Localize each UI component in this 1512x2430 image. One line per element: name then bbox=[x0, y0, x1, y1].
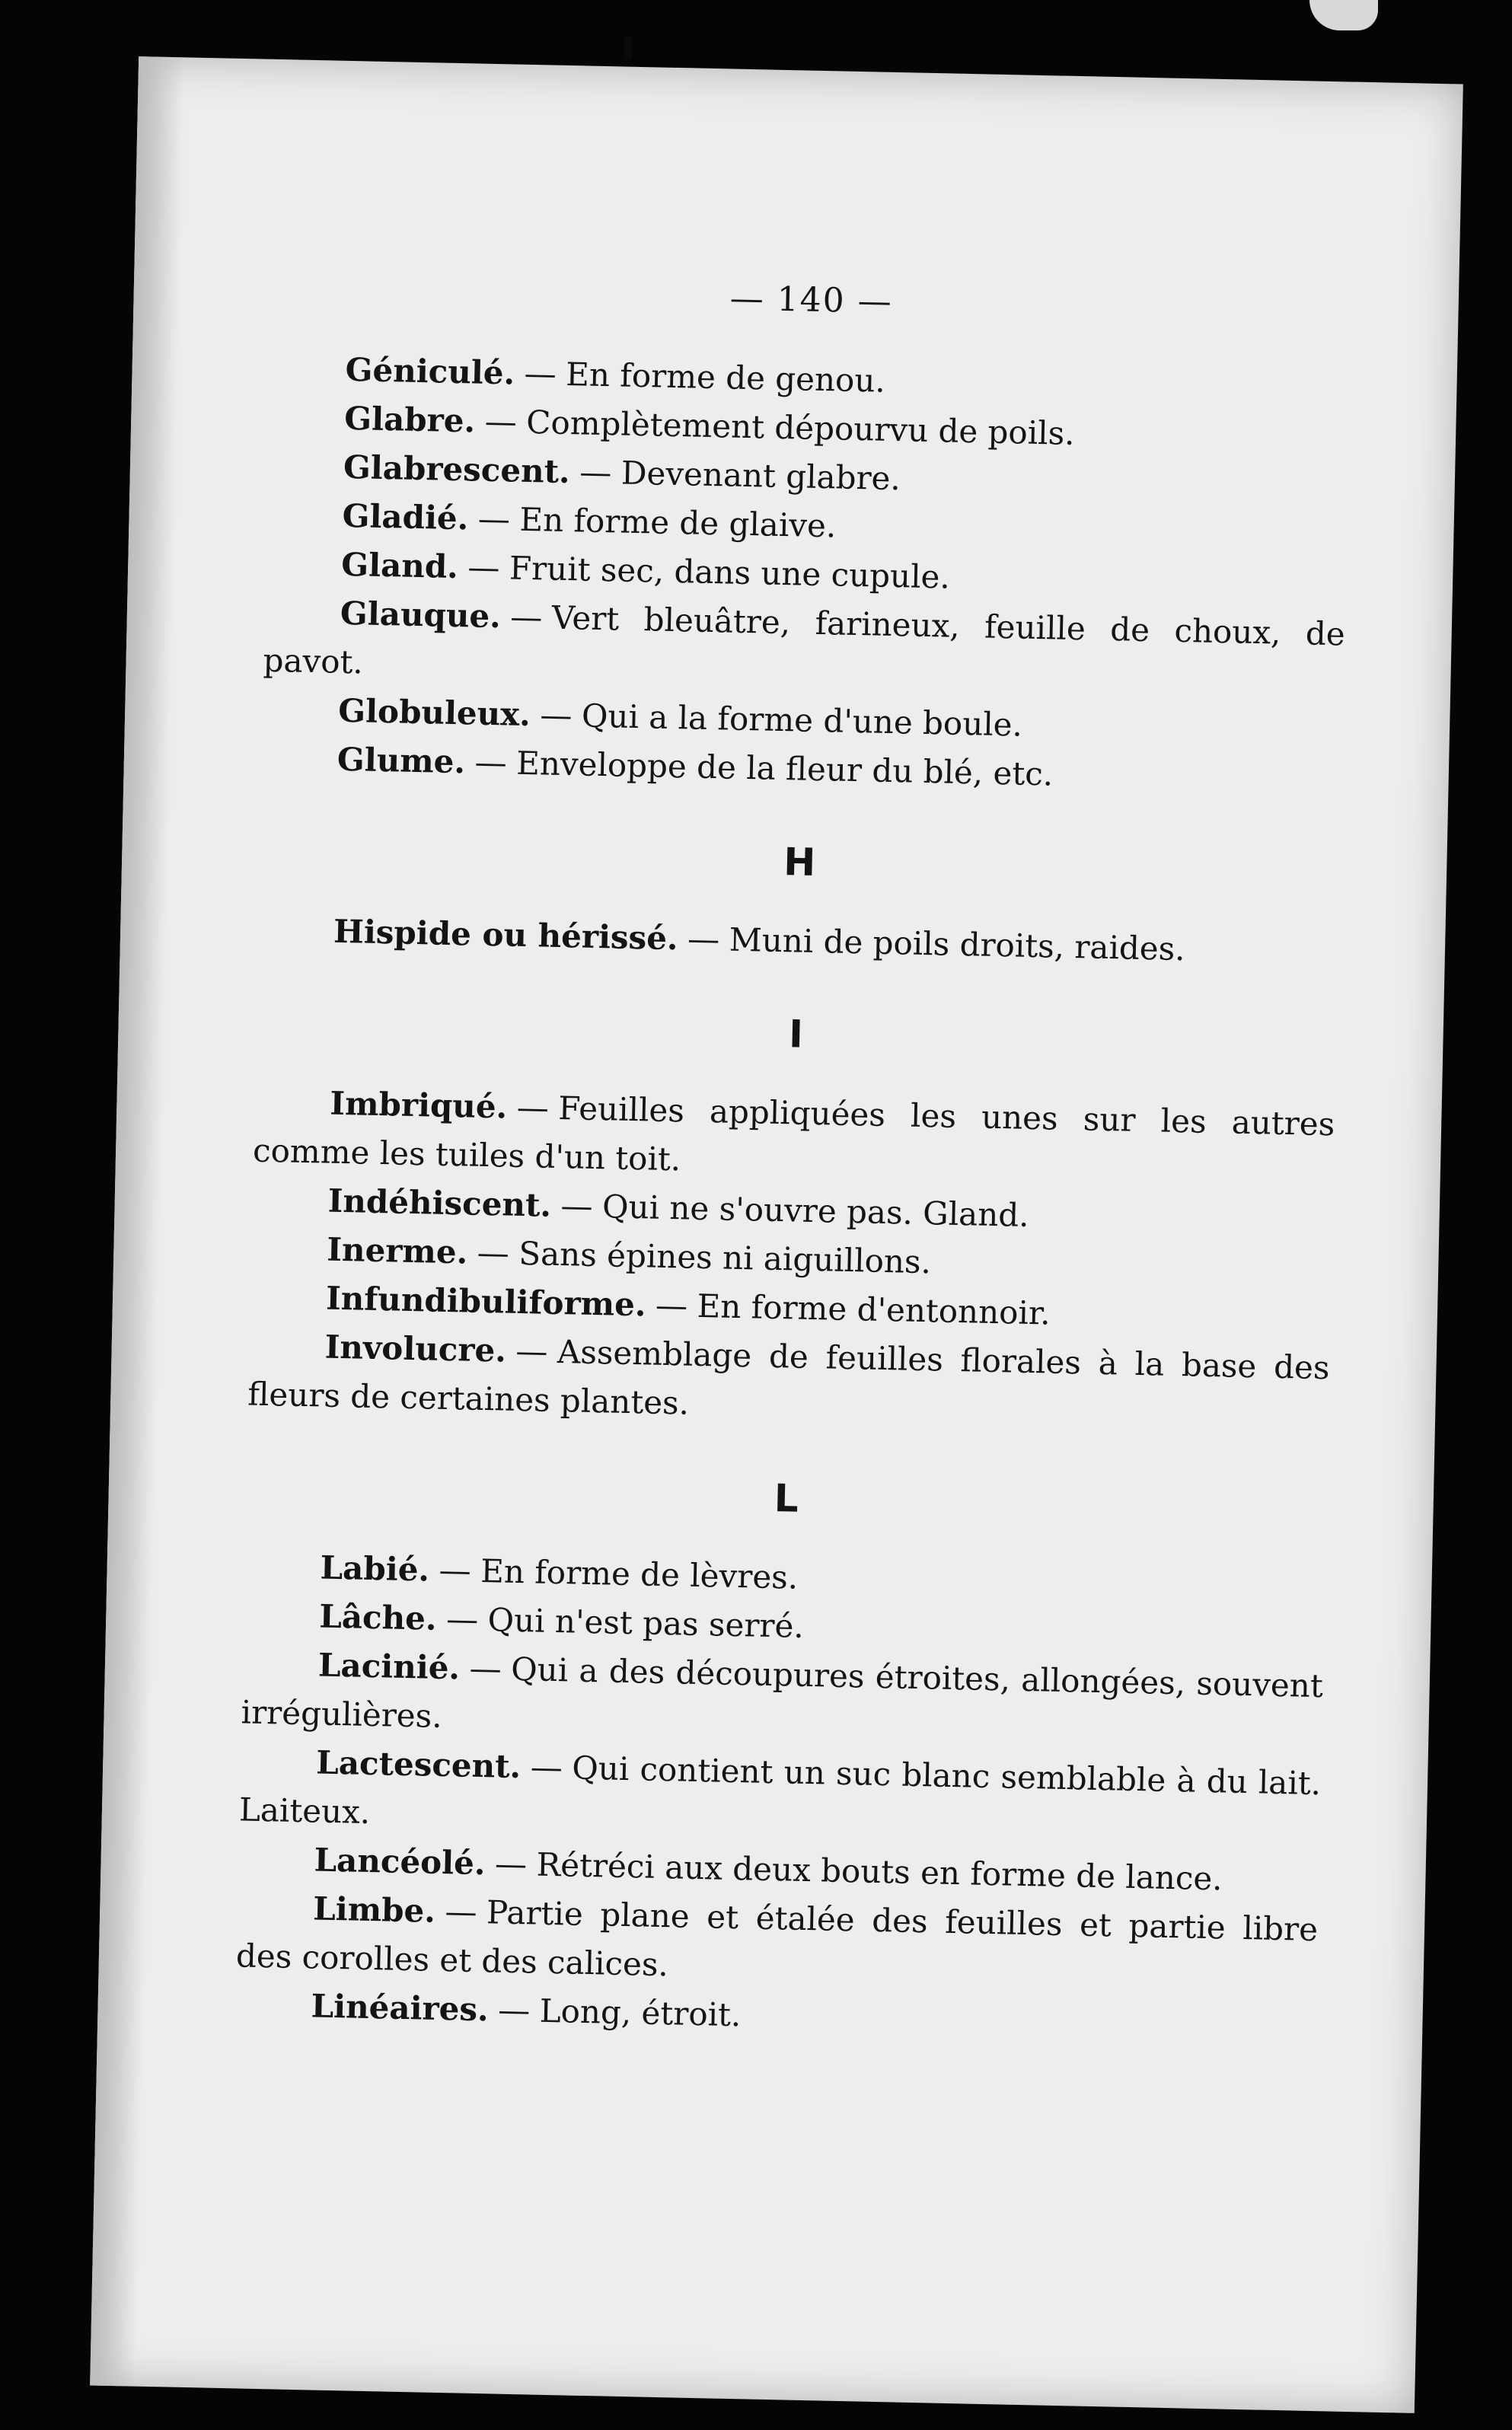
entry-dash: — bbox=[439, 1551, 472, 1590]
glossary bbox=[234, 344, 1351, 2052]
entry-term: Lacinié. bbox=[317, 1646, 461, 1687]
entry-definition: Qui n'est pas serré. bbox=[487, 1601, 805, 1645]
page-number: — 140 — bbox=[729, 279, 894, 321]
entry-dash: — bbox=[539, 696, 573, 735]
entry-term: Linéaires. bbox=[311, 1987, 490, 2029]
entry-dash: — bbox=[474, 743, 508, 782]
book-page bbox=[90, 56, 1463, 2413]
entry-definition: Qui ne s'ouvre pas. Gland. bbox=[601, 1188, 1030, 1234]
entry-term: Infundibuliforme. bbox=[325, 1279, 647, 1324]
entry-definition: Qui a des découpures étroites, allongées, souvent irrégulières. bbox=[241, 1650, 1324, 1735]
page-text bbox=[234, 265, 1352, 2052]
glossary-section bbox=[260, 344, 1351, 805]
entry-term: Limbe. bbox=[312, 1889, 436, 1930]
entry-term: Lancéolé. bbox=[314, 1841, 486, 1883]
entry-definition: Enveloppe de la fleur du blé, etc. bbox=[515, 744, 1054, 793]
entry-term: Hispide ou hérissé. bbox=[333, 912, 679, 958]
entry-definition: Rétréci aux deux bouts en forme de lance. bbox=[536, 1845, 1223, 1898]
entry-term: Géniculé. bbox=[345, 350, 515, 392]
entry-definition: En forme de lèvres. bbox=[480, 1551, 799, 1596]
entry-definition: Fruit sec, dans une cupule. bbox=[509, 549, 951, 596]
entry-term: Glauque. bbox=[340, 594, 502, 636]
entry-definition: Long, étroit. bbox=[539, 1992, 742, 2034]
entry-dash: — bbox=[516, 1088, 550, 1127]
entry-term: Indéhiscent. bbox=[327, 1182, 552, 1224]
entry-definition: Qui contient un suc blanc semblable à du lait. Laiteux. bbox=[238, 1749, 1322, 1831]
entry-term: Globuleux. bbox=[337, 691, 531, 734]
entry-term: Lactescent. bbox=[315, 1743, 522, 1786]
entry-dash: — bbox=[445, 1600, 479, 1638]
section-letter: I bbox=[788, 1012, 804, 1057]
entry-term: Glabre. bbox=[343, 399, 476, 440]
entry-dash: — bbox=[469, 1649, 502, 1688]
section-letter: L bbox=[774, 1476, 799, 1521]
entry-term: Glume. bbox=[337, 740, 466, 781]
entry-term: Inerme. bbox=[326, 1230, 468, 1271]
entry-definition: Muni de poils droits, raides. bbox=[729, 920, 1186, 968]
glossary-section bbox=[234, 1462, 1327, 2052]
entry-definition: En forme de genou. bbox=[565, 355, 886, 400]
entry-dash: — bbox=[445, 1893, 478, 1931]
entry-definition: Qui a la forme d'une boule. bbox=[581, 697, 1023, 744]
entry-term: Involucre. bbox=[324, 1328, 507, 1370]
entry-definition: Sans épines ni aiguillons. bbox=[518, 1234, 932, 1281]
entry-dash: — bbox=[494, 1845, 528, 1883]
entry-term: Glabrescent. bbox=[343, 448, 571, 491]
entry-definition: En forme de glaive. bbox=[518, 500, 837, 545]
entry-definition: Vert bleuâtre, farineux, feuille de choux, de pavot. bbox=[263, 598, 1346, 681]
section-letter: H bbox=[783, 840, 816, 885]
entry-term: Labié. bbox=[320, 1548, 430, 1589]
entry-dash: — bbox=[560, 1187, 594, 1225]
entry-dash: — bbox=[509, 598, 543, 636]
entry-dash: — bbox=[484, 402, 518, 441]
entry-dash: — bbox=[515, 1331, 548, 1370]
glossary-entry bbox=[257, 906, 1339, 977]
entry-dash: — bbox=[477, 499, 511, 538]
entry-definition: Partie plane et étalée des feuilles et partie libre des corolles et des calices. bbox=[235, 1893, 1319, 1984]
entry-term: Gladié. bbox=[342, 496, 469, 537]
entry-term: Imbriqué. bbox=[329, 1084, 508, 1126]
scan-corner-mark bbox=[1309, 0, 1378, 30]
scan-speck bbox=[624, 37, 632, 59]
entry-term: Gland. bbox=[340, 545, 459, 586]
entry-definition: Feuilles appliquées les unes sur les autres comme les tuiles d'un toit. bbox=[252, 1089, 1335, 1178]
entry-definition: En forme d'entonnoir. bbox=[697, 1287, 1051, 1332]
entry-definition: Complètement dépourvu de poils. bbox=[525, 403, 1076, 452]
page-edge-shadow bbox=[90, 56, 184, 2387]
entry-dash: — bbox=[530, 1748, 563, 1787]
glossary-section bbox=[247, 999, 1337, 1442]
entry-dash: — bbox=[579, 453, 612, 492]
glossary-section bbox=[257, 827, 1341, 977]
entry-definition: Devenant glabre. bbox=[620, 454, 901, 498]
entry-term: Lâche. bbox=[318, 1597, 438, 1638]
entry-dash: — bbox=[687, 920, 720, 958]
entry-dash: — bbox=[467, 548, 500, 587]
entry-definition: Assemblage de feuilles florales à la base des fleurs de certaines plantes. bbox=[247, 1333, 1331, 1422]
entry-dash: — bbox=[497, 1991, 531, 2030]
entry-dash: — bbox=[655, 1286, 688, 1325]
entry-dash: — bbox=[477, 1233, 510, 1272]
entry-dash: — bbox=[524, 354, 557, 393]
